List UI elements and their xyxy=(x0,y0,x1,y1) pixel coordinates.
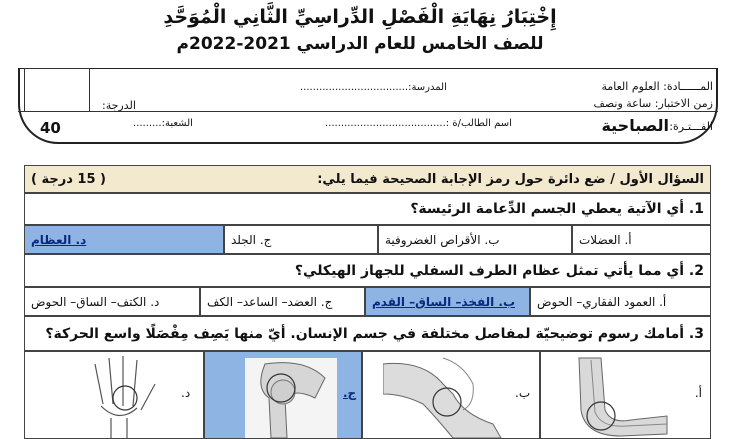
question1-heading-row xyxy=(24,165,711,193)
q1-option-d[interactable] xyxy=(24,225,224,254)
exam-subtitle: للصف الخامس للعام الدراسي 2021-2022م xyxy=(176,34,544,54)
q1-option-c[interactable] xyxy=(224,225,378,254)
period-value: الصباحية xyxy=(601,116,669,135)
knee-joint-icon xyxy=(383,354,503,438)
q3-option-c[interactable] xyxy=(204,351,362,439)
shoulder-joint-icon xyxy=(245,358,337,438)
q1-option-b[interactable] xyxy=(378,225,572,254)
q3-option-c-label: ج. xyxy=(343,386,357,400)
question1-heading: السؤال الأول / ضع دائرة حول رمز الإجابة الصحيحة فيما يلي: xyxy=(317,171,704,187)
elbow-joint-icon xyxy=(571,354,671,438)
question-2-prompt: 2. أي مما يأتي تمثل عظام الطرف السفلي للجهاز الهيكلي؟ xyxy=(294,262,704,279)
grade-box xyxy=(24,68,90,112)
period-label: الفـــتـرة: xyxy=(669,120,713,133)
question-2-prompt-row xyxy=(24,254,711,287)
school-field: المدرسة:.................................. xyxy=(300,82,447,93)
q2-option-d[interactable] xyxy=(24,287,200,316)
hand-bones-icon xyxy=(75,354,165,438)
q2-option-b[interactable] xyxy=(365,287,530,316)
total-grade: 40 xyxy=(40,119,61,137)
question-3-prompt: 3. أمامك رسوم توضيحيّة لمفاصل مختلفة في جسم الإنسان. أيّ منها يَصِف مِفْصَلًا واسع الحركة؟ xyxy=(45,325,704,342)
q3-option-b-label: ب. xyxy=(515,386,531,400)
q1-option-a-label: أ. العضلات xyxy=(579,232,632,247)
q3-option-b[interactable] xyxy=(362,351,540,439)
section-field: الشعبة:......... xyxy=(133,118,193,129)
q2-option-d-label: د. الكتف– الساق– الحوض xyxy=(31,294,160,309)
q2-option-a-label: أ. العمود الفقاري– الحوض xyxy=(537,294,667,309)
exam-time-label: زمن الاختبار: ساعة ونصف xyxy=(593,97,713,110)
question1-marks: ( 15 درجة ) xyxy=(31,171,106,187)
q2-option-c-label: ج. العضد– الساعد– الكف xyxy=(207,294,333,309)
question-1-prompt-row xyxy=(24,193,711,225)
q3-option-d[interactable] xyxy=(24,351,204,439)
grade-label: الدرجة: xyxy=(102,99,136,112)
q3-option-a-label: أ. xyxy=(694,386,702,400)
q3-option-a[interactable] xyxy=(540,351,711,439)
q1-option-c-label: ج. الجلد xyxy=(231,232,272,247)
subject-label: المــــــادة: العلوم العامة xyxy=(601,80,713,93)
exam-title: إِخْتِبَارُ نِهَايَةِ الْفَصْلِ الدِّراسِيِّ الثَّانِي الْمُوَحَّدِ xyxy=(163,6,557,28)
question-1-prompt: 1. أي الآتية يعطي الجسم الدِّعامة الرئيسة؟ xyxy=(410,201,704,217)
q1-option-d-label: د. العظام xyxy=(31,232,87,247)
q2-option-a[interactable] xyxy=(530,287,711,316)
student-name-field: اسم الطالب/ة :...................................... xyxy=(325,118,512,129)
question-3-prompt-row xyxy=(24,316,711,351)
q2-option-c[interactable] xyxy=(200,287,365,316)
q3-option-d-label: د. xyxy=(181,386,191,400)
q1-option-b-label: ب. الأقراص الغضروفية xyxy=(385,232,500,247)
q1-option-a[interactable] xyxy=(572,225,711,254)
q2-option-b-label: ب. الفخذ– الساق– القدم xyxy=(372,294,516,309)
